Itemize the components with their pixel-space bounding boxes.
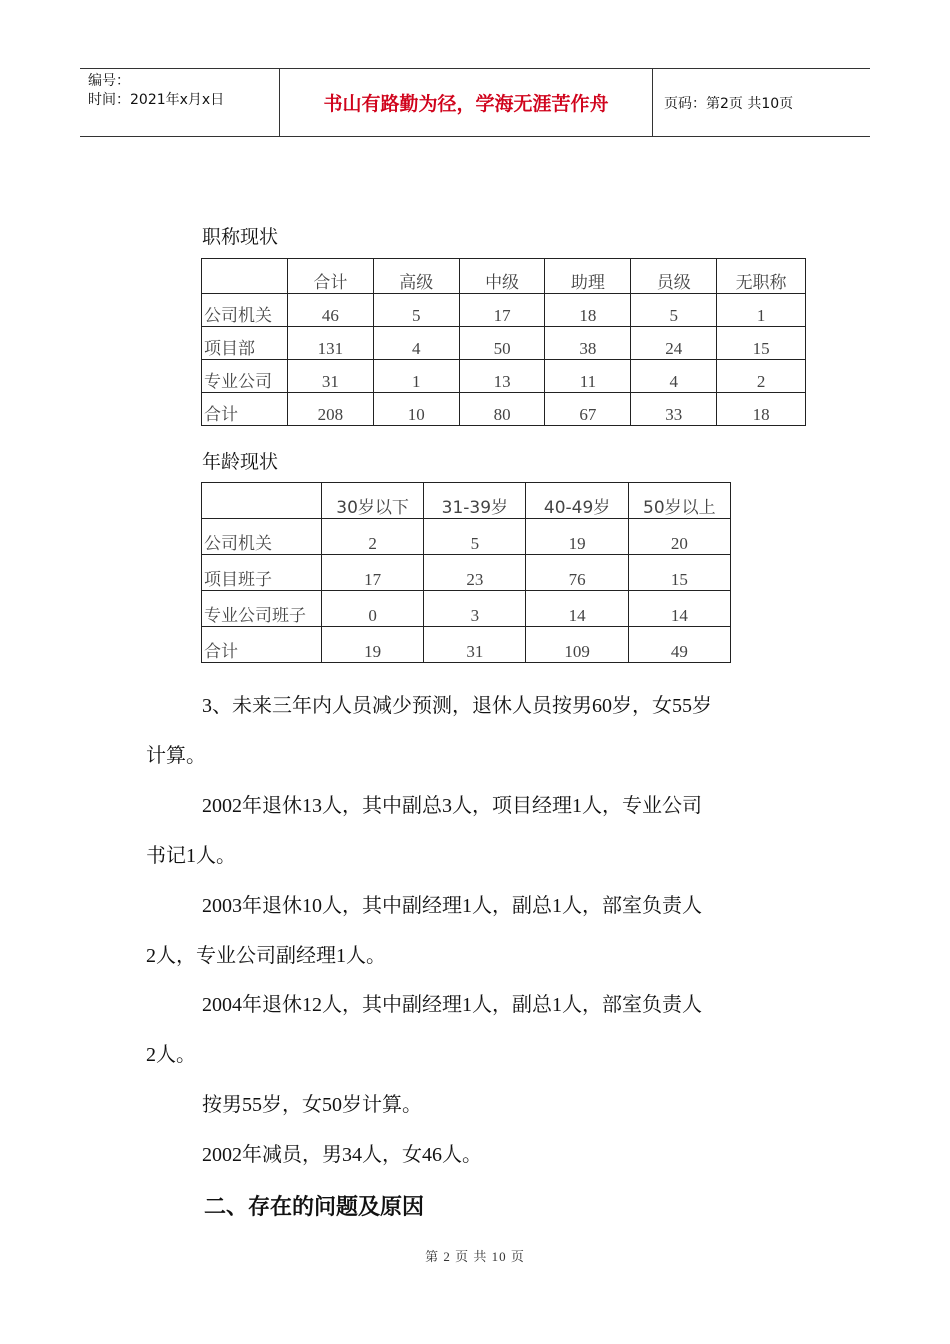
table-row: [202, 327, 806, 360]
table-cell: 50: [459, 327, 545, 360]
paragraph-3-line-2: 2人，专业公司副经理1人。: [146, 945, 386, 967]
table-cell: 1: [717, 294, 806, 327]
table-cell: 11: [545, 360, 631, 393]
column-header: 中级: [459, 259, 545, 294]
table-cell: 31: [424, 627, 526, 663]
time-label: 时间：2021年x月x日: [88, 92, 225, 108]
table-header-row: [202, 259, 806, 294]
table-cell: 49: [628, 627, 730, 663]
table-cell: 3: [424, 591, 526, 627]
title-status-table: [201, 258, 806, 426]
table-cell: 20: [628, 519, 730, 555]
table-cell: 5: [424, 519, 526, 555]
table-row: [202, 591, 731, 627]
table-cell: 14: [526, 591, 628, 627]
table-cell: 10: [373, 393, 459, 426]
table-cell: 17: [459, 294, 545, 327]
table-cell: 208: [287, 393, 373, 426]
title-table-caption: 职称现状: [202, 226, 279, 248]
row-label: 专业公司: [202, 360, 288, 393]
table-row: [202, 555, 731, 591]
table-cell: 19: [322, 627, 424, 663]
paragraph-6: 2002年减员，男34人，女46人。: [202, 1144, 482, 1166]
table-cell: 31: [287, 360, 373, 393]
table-cell: 15: [628, 555, 730, 591]
age-table-caption: 年龄现状: [202, 451, 279, 473]
table-row: [202, 393, 806, 426]
table-cell: 109: [526, 627, 628, 663]
table-cell: 80: [459, 393, 545, 426]
table-cell: 1: [373, 360, 459, 393]
table-row: [202, 294, 806, 327]
column-header: [202, 483, 322, 519]
table-cell: 4: [631, 360, 717, 393]
row-label: 公司机关: [202, 294, 288, 327]
paragraph-1-line-1: 3、未来三年内人员减少预测，退休人员按男60岁，女55岁: [202, 695, 712, 717]
page-footer: 第 2 页 共 10 页: [425, 1249, 525, 1264]
table-row: [202, 360, 806, 393]
row-label: 公司机关: [202, 519, 322, 555]
number-label: 编号：: [88, 73, 130, 89]
table-cell: 33: [631, 393, 717, 426]
table-cell: 17: [322, 555, 424, 591]
table-cell: 5: [373, 294, 459, 327]
paragraph-4-line-2: 2人。: [146, 1044, 196, 1066]
column-header: 助理: [545, 259, 631, 294]
table-cell: 18: [717, 393, 806, 426]
column-header: 31-39岁: [424, 483, 526, 519]
paragraph-2-line-2: 书记1人。: [146, 845, 236, 867]
table-cell: 2: [717, 360, 806, 393]
table-row: [202, 627, 731, 663]
table-cell: 46: [287, 294, 373, 327]
table-cell: 38: [545, 327, 631, 360]
column-header: 30岁以下: [322, 483, 424, 519]
column-header: 员级: [631, 259, 717, 294]
table-cell: 4: [373, 327, 459, 360]
column-header: 合计: [287, 259, 373, 294]
table-cell: 13: [459, 360, 545, 393]
column-header: [202, 259, 288, 294]
table-cell: 76: [526, 555, 628, 591]
table-cell: 131: [287, 327, 373, 360]
row-label: 合计: [202, 627, 322, 663]
header-page-info: 页码：第2页 共10页: [664, 95, 794, 112]
paragraph-1-line-2: 计算。: [146, 745, 206, 767]
paragraph-5: 按男55岁，女50岁计算。: [202, 1094, 422, 1116]
table-cell: 18: [545, 294, 631, 327]
header-meta: [80, 69, 280, 136]
table-cell: 23: [424, 555, 526, 591]
column-header: 高级: [373, 259, 459, 294]
age-status-table: [201, 482, 731, 663]
header-motto: 书山有路勤为径，学海无涯苦作舟: [280, 69, 653, 136]
column-header: 无职称: [717, 259, 806, 294]
paragraph-4-line-1: 2004年退休12人，其中副经理1人，副总1人，部室负责人: [202, 994, 702, 1016]
table-cell: 14: [628, 591, 730, 627]
table-cell: 15: [717, 327, 806, 360]
paragraph-2-line-1: 2002年退休13人，其中副总3人，项目经理1人，专业公司: [202, 795, 702, 817]
page-header: [80, 68, 870, 137]
column-header: 40-49岁: [526, 483, 628, 519]
table-row: [202, 519, 731, 555]
row-label: 项目部: [202, 327, 288, 360]
table-cell: 67: [545, 393, 631, 426]
table-cell: 2: [322, 519, 424, 555]
row-label: 合计: [202, 393, 288, 426]
column-header: 50岁以上: [628, 483, 730, 519]
section-heading: 二、存在的问题及原因: [204, 1195, 425, 1220]
table-cell: 0: [322, 591, 424, 627]
table-cell: 5: [631, 294, 717, 327]
row-label: 专业公司班子: [202, 591, 322, 627]
row-label: 项目班子: [202, 555, 322, 591]
table-cell: 24: [631, 327, 717, 360]
paragraph-3-line-1: 2003年退休10人，其中副经理1人，副总1人，部室负责人: [202, 895, 702, 917]
table-header-row: [202, 483, 731, 519]
table-cell: 19: [526, 519, 628, 555]
